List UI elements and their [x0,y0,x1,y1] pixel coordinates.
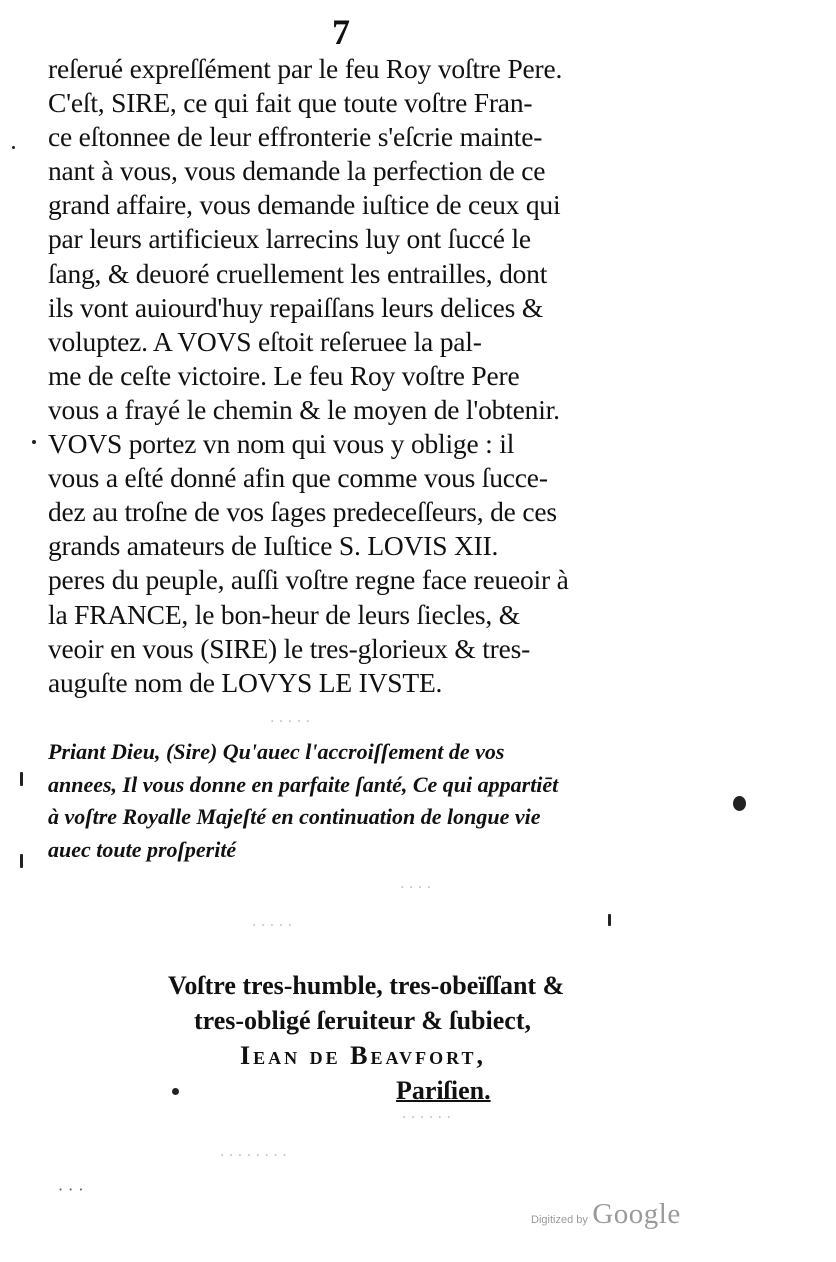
prayer-line: à voſtre Royalle Majeſté en continuation de longue vie [48,804,541,829]
bleed-through-mark: · · · · · · [402,1110,451,1126]
bleed-through-mark: · · · [58,1180,84,1199]
body-line: voluptez. A VOVS eſtoit reſeruee la pal- [48,325,482,357]
body-line: la FRANCE, le bon-heur de leurs ſiecles, & [48,598,520,630]
body-line: ils vont auiourd'huy repaiſſans leurs delices & [48,291,544,323]
signature-block [168,968,628,1108]
ink-speck [20,854,23,868]
bleed-through-mark: · · · · · [252,918,293,934]
body-line: C'eſt, SIRE, ce qui fait que toute voſtre Fran- [48,87,533,119]
watermark-brand: Google [592,1198,681,1230]
bleed-through-mark: · · · · · [270,714,311,730]
body-line: nant à vous, vous demande la perfection de ce [48,155,546,187]
prayer-line: annees, Il vous donne en parfaite ſanté, Ce qui appartiēt [48,771,559,797]
body-line: veoir en vous (SIRE) le tres-glorieux & tres- [48,632,531,664]
body-line: VOVS portez vn nom qui vous y oblige : il [48,428,515,460]
signature-origin: Pariſien. [396,1076,491,1105]
ink-speck [608,914,611,926]
bleed-through-mark: · · · · [400,880,432,896]
body-line: grand affaire, vous demande iuſtice de ceux qui [48,189,561,221]
body-line: ce eſtonnee de leur effronterie s'eſcrie mainte- [48,121,543,153]
body-line: vous a eſté donné afin que comme vous ſucce- [48,462,548,494]
bleed-through-mark: · · · · · · · · [220,1148,287,1164]
closing-prayer [48,736,628,866]
body-line: vous a frayé le chemin & le moyen de l'obtenir. [48,393,560,425]
body-text [48,52,628,700]
ink-speck [172,1088,179,1095]
body-line: grands amateurs de Iuſtice S. LOVIS XII. [48,530,499,562]
body-line: par leurs artificieux larrecins luy ont ſuccé le [48,223,531,255]
prayer-line: auec toute proſperité [48,836,237,862]
ink-speck [20,772,23,786]
signature-line: tres-obligé ſeruiteur & ſubiect, [194,1006,531,1035]
ink-speck [733,796,746,811]
watermark-prefix: Digitized by [531,1214,588,1226]
body-line: reſerué expreſſément par le feu Roy voſtre Pere. [48,53,563,84]
signature-name: Iean de Beavfort, [240,1041,487,1070]
body-line: peres du peuple, auſſi voſtre regne face reueoir à [48,564,569,596]
ink-speck [32,440,36,444]
signature-line: Voſtre tres-humble, tres-obeïſſant & [168,971,565,1000]
google-watermark [531,1198,681,1231]
body-line: auguſte nom de LOVYS LE IVSTE. [48,666,443,698]
body-line: me de ceſte victoire. Le feu Roy voſtre Pere [48,359,520,391]
page-number: 7 [332,12,350,52]
body-line: ſang, & deuoré cruellement les entrailles, dont [48,257,548,289]
body-line: dez au troſne de vos ſages predeceſſeurs, de ces [48,496,557,528]
prayer-line: Priant Dieu, (Sire) Qu'auec l'accroiſſement de vos [48,739,505,764]
ink-speck [12,146,15,149]
